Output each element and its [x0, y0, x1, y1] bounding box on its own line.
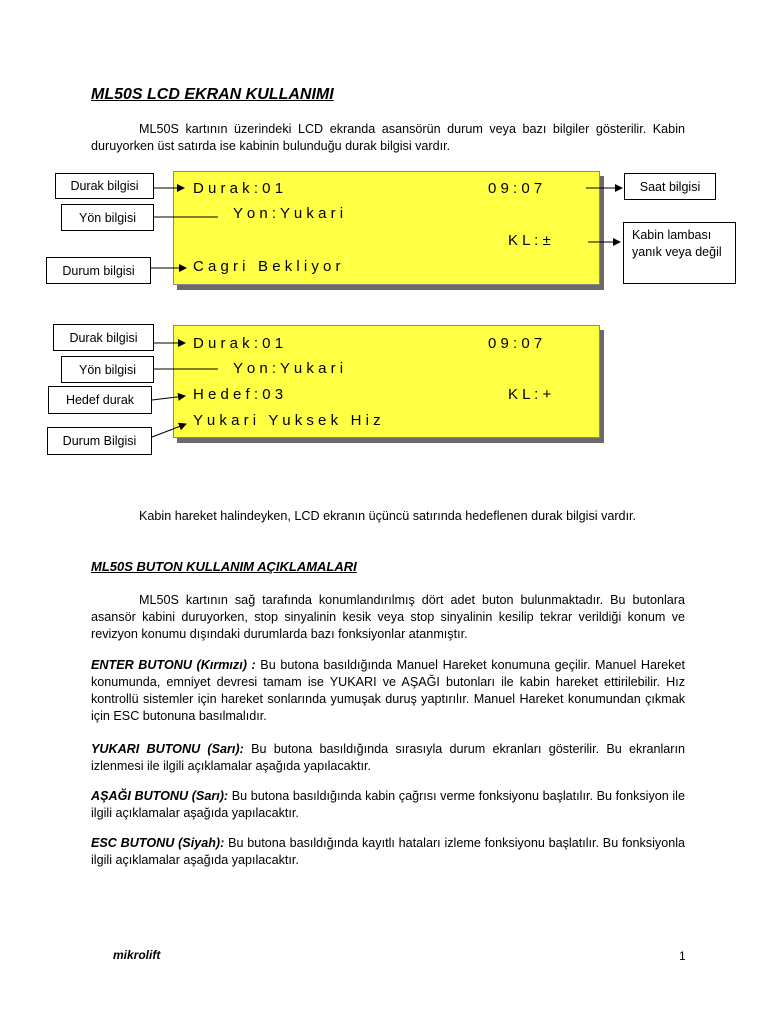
moving-paragraph: Kabin hareket halindeyken, LCD ekranın üçüncü satırında hedeflenen durak bilgisi vardır. [139, 509, 637, 523]
lcd2-row1-stop: D u r a k : 0 1 [193, 335, 284, 352]
enter-button-text: Bu butona basıldığında Manuel Hareket konumuna geçilir. Manuel Hareket konumunda, emniyet devresi tamam ise YUKARI ve AŞAĞI butonları ile kabin hareket ettirilebilir. Hız kontrollü sistemler için hareket sonlarında yumuşak duruş yaptırılır. Manuel Hareket konumundan çıkmak için ESC butonuna basılmalıdır. [91, 658, 685, 723]
lcd2-row1-time: 0 9 : 0 7 [488, 335, 543, 352]
enter-button-lead: ENTER BUTONU (Kırmızı) : [91, 658, 256, 672]
lcd2-row4-status: Y u k a r i Y u k s e k H i z [193, 412, 381, 429]
label-yon-bilgisi-2: Yön bilgisi [61, 356, 154, 383]
esc-button-lead: ESC BUTONU (Siyah): [91, 836, 225, 850]
lcd1-row1-time: 0 9 : 0 7 [488, 180, 543, 197]
yukari-button-text: Bu butona basıldığında sırasıyla durum ekranları gösterilir. Bu ekranların izlenmesi ile ilgili açıklamalar aşağıda yapılacaktır. [91, 742, 685, 773]
footer-brand: mikrolift [113, 948, 161, 962]
intro-paragraph: ML50S kartının üzerindeki LCD ekranda asansörün durum veya bazı bilgiler gösterilir. Kabin duruyorken üst satırda ise kabinin bulunduğu durak bilgisi vardır. [91, 122, 685, 153]
label-durum-bilgisi-2: Durum Bilgisi [47, 427, 152, 455]
arrow-hedef [152, 396, 185, 400]
lcd1-row4-status: C a g r i B e k l i y o r [193, 258, 341, 275]
section-title-buttons: ML50S BUTON KULLANIM AÇIKLAMALARI [91, 559, 357, 574]
asagi-button-paragraph [91, 788, 685, 822]
asagi-button-text: Bu butona basıldığında kabin çağrısı verme fonksiyonu başlatılır. Bu fonksiyon ile ilgili açıklamalar aşağıda yapılacaktır. [91, 789, 685, 820]
lcd2-row2-direction: Y o n : Y u k a r i [233, 360, 344, 377]
label-kabin-lambasi: Kabin lambası yanık veya değil [623, 222, 736, 284]
page-number: 1 [679, 949, 686, 963]
esc-button-text: Bu butona basıldığında kayıtlı hataları izleme fonksiyonu başlatılır. Bu fonksiyonla ilgili açıklamalar aşağıda yapılacaktır. [91, 836, 686, 867]
label-durak-bilgisi-2: Durak bilgisi [53, 324, 154, 351]
lcd1-row2-direction: Y o n : Y u k a r i [233, 205, 344, 222]
enter-button-paragraph [91, 657, 685, 725]
label-hedef-durak: Hedef durak [48, 386, 152, 414]
esc-button-paragraph [91, 835, 685, 869]
page-title: ML50S LCD EKRAN KULLANIMI [91, 86, 334, 103]
asagi-button-lead: AŞAĞI BUTONU (Sarı): [91, 789, 229, 803]
label-durum-bilgisi: Durum bilgisi [46, 257, 151, 284]
label-yon-bilgisi: Yön bilgisi [61, 204, 154, 231]
lcd2-row3-target: H e d e f : 0 3 [193, 386, 284, 403]
label-saat-bilgisi: Saat bilgisi [624, 173, 716, 200]
label-durak-bilgisi: Durak bilgisi [55, 173, 154, 199]
arrow-durum-2 [152, 424, 186, 437]
lcd1-row3-light: K L : ± [508, 232, 551, 249]
buttons-intro-paragraph: ML50S kartının sağ tarafında konumlandırılmış dört adet buton bulunmaktadır. Bu butonlara asansör kabini duruyorken, stop sinyalinin kesik veya stop sinyalinin kesilip tekrar verildiği konum ve revizyon konumu dışındaki durumlarda bazı fonksiyonlar atanmıştır. [91, 593, 685, 641]
yukari-button-paragraph [91, 741, 685, 775]
lcd1-row1-stop: D u r a k : 0 1 [193, 180, 284, 197]
yukari-button-lead: YUKARI BUTONU (Sarı): [91, 742, 244, 756]
lcd2-row3-light: K L : + [508, 386, 552, 403]
